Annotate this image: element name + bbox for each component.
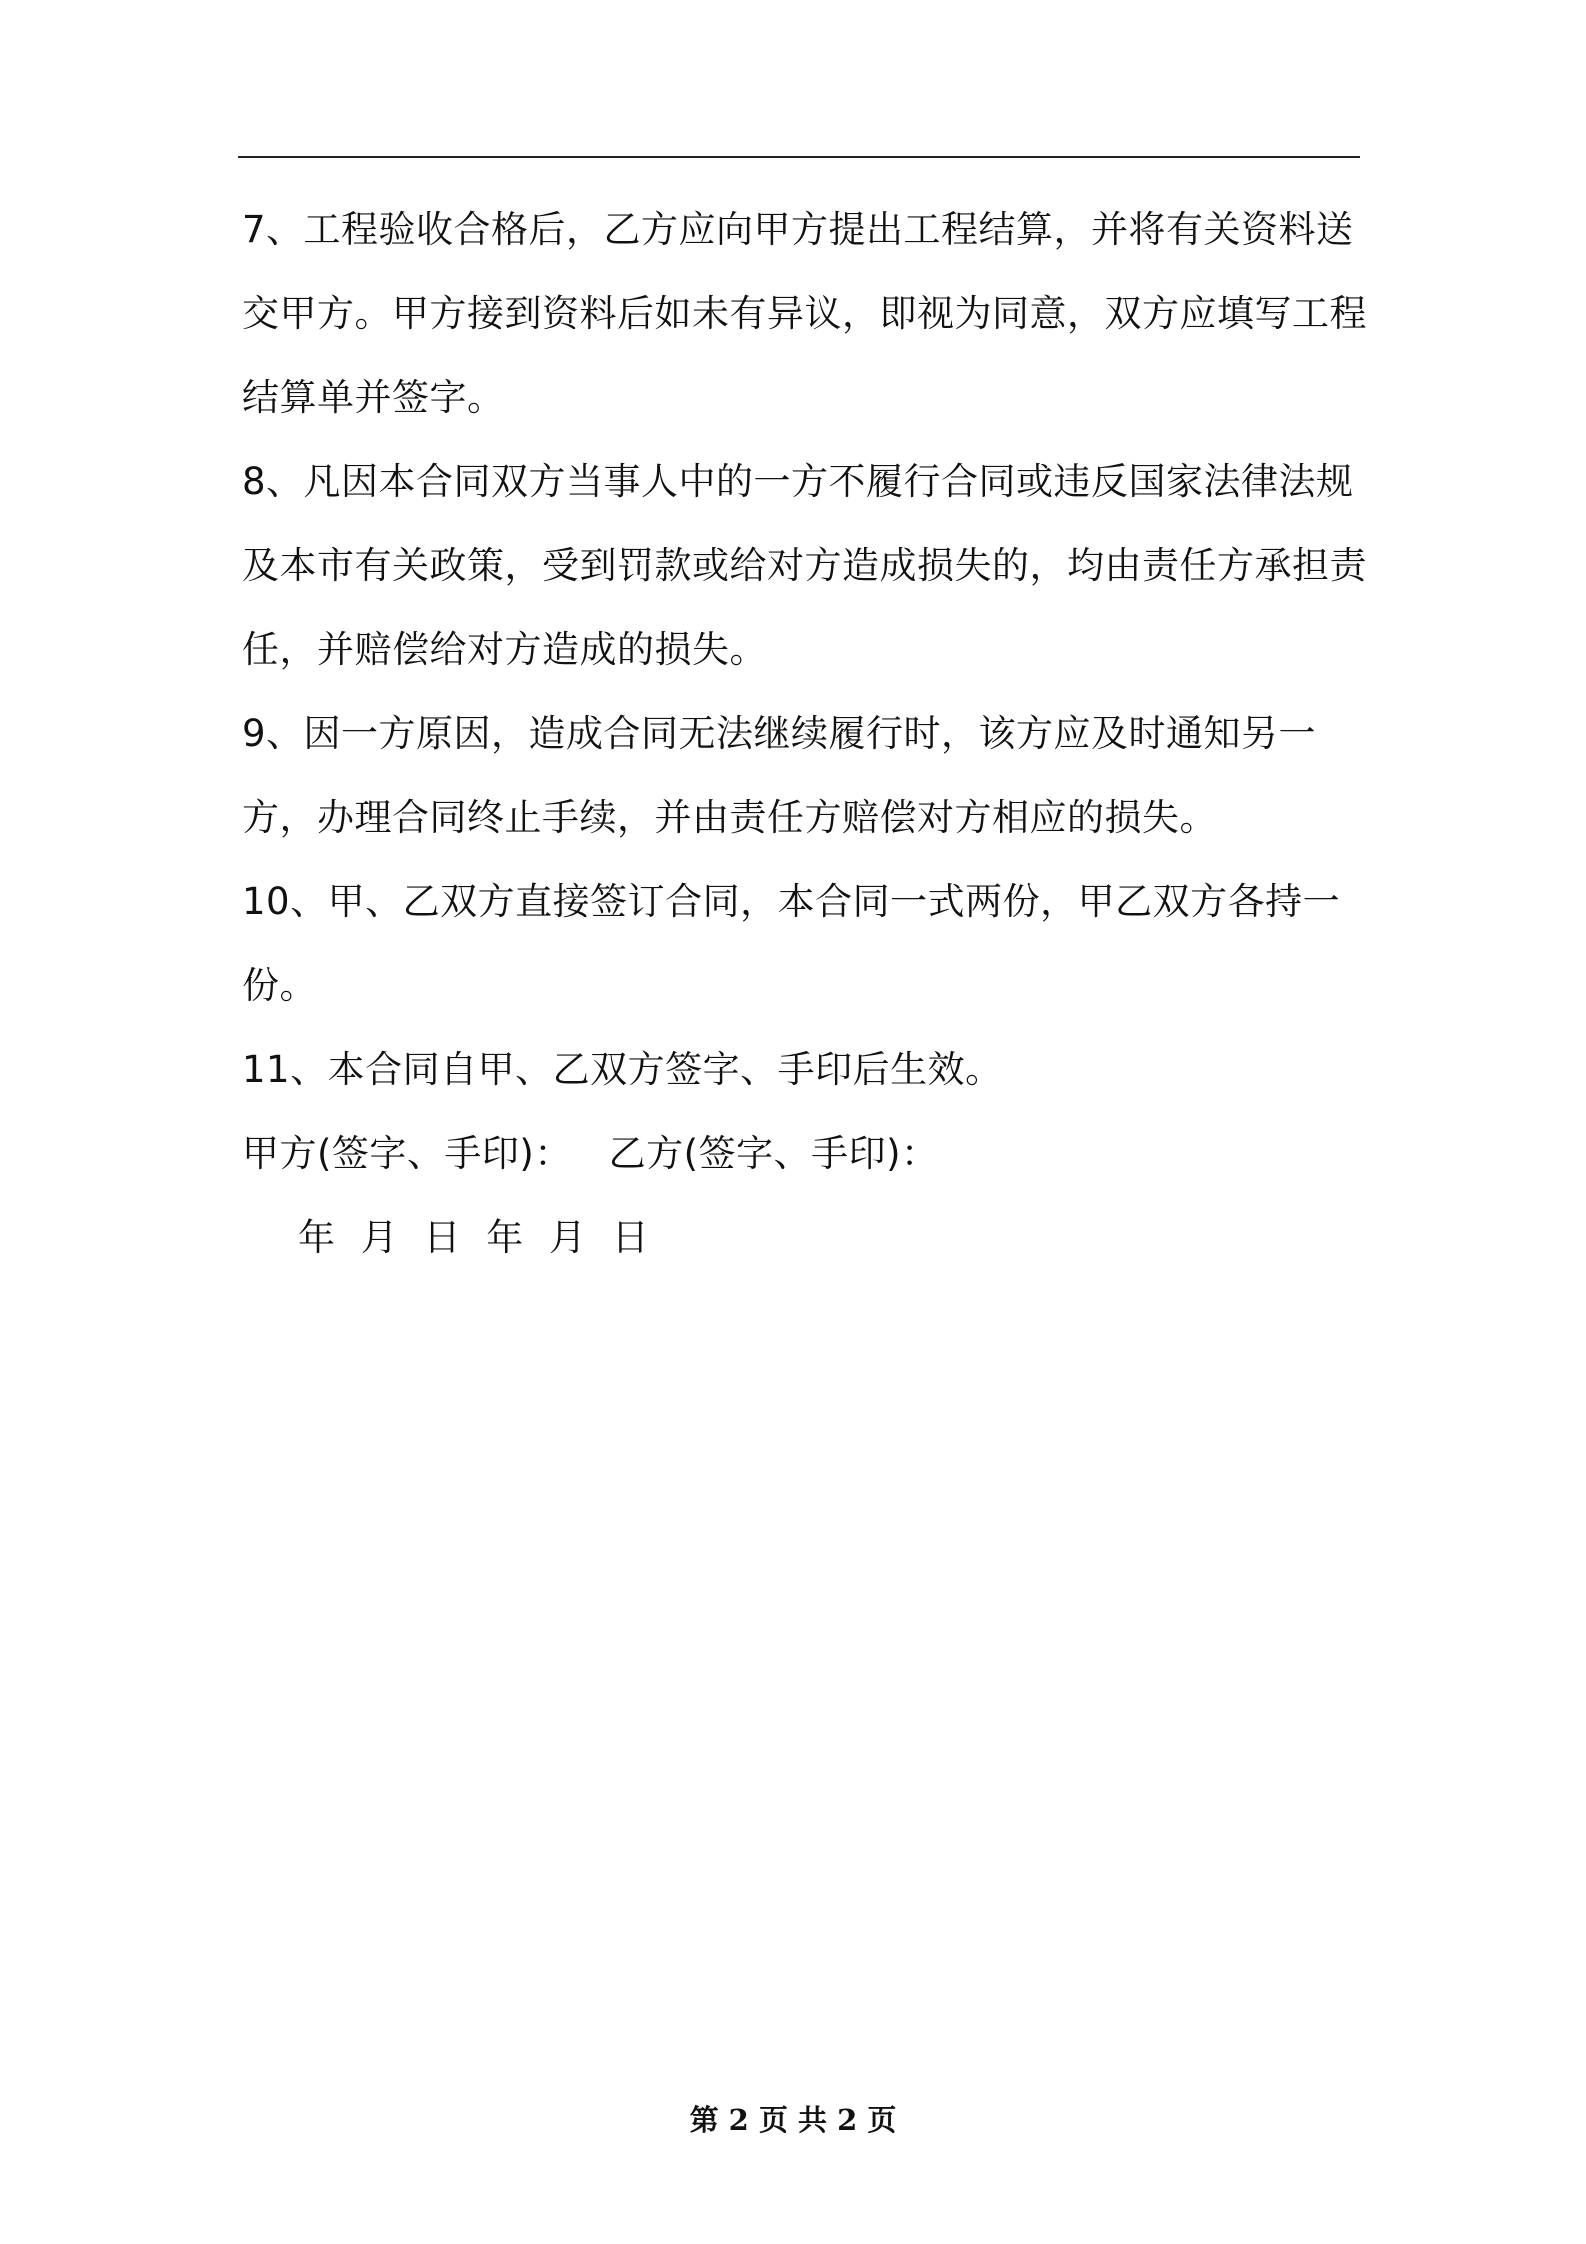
header-rule <box>238 156 1360 158</box>
clause-9: 9、因一方原因，造成合同无法继续履行时，该方应及时通知另一方，办理合同终止手续，并由责任方赔偿对方相应的损失。 <box>242 712 1317 839</box>
page-number-footer: 第 2 页 共 2 页 <box>689 2103 897 2137</box>
document-body <box>242 188 1367 1280</box>
signature-line: 甲方(签字、手印)： 乙方(签字、手印)： <box>242 1132 939 1175</box>
date-line: 年 月 日 年 月 日 <box>298 1216 649 1259</box>
clause-7: 7、工程验收合格后，乙方应向甲方提出工程结算，并将有关资料送交甲方。甲方接到资料后如未有异议，即视为同意，双方应填写工程结算单并签字。 <box>242 208 1367 419</box>
clause-11: 11、本合同自甲、乙双方签字、手印后生效。 <box>242 1048 1003 1091</box>
clause-8: 8、凡因本合同双方当事人中的一方不履行合同或违反国家法律法规及本市有关政策，受到罚款或给对方造成损失的，均由责任方承担责任，并赔偿给对方造成的损失。 <box>242 460 1367 671</box>
clause-10: 10、甲、乙双方直接签订合同，本合同一式两份，甲乙双方各持一份。 <box>242 880 1341 1007</box>
